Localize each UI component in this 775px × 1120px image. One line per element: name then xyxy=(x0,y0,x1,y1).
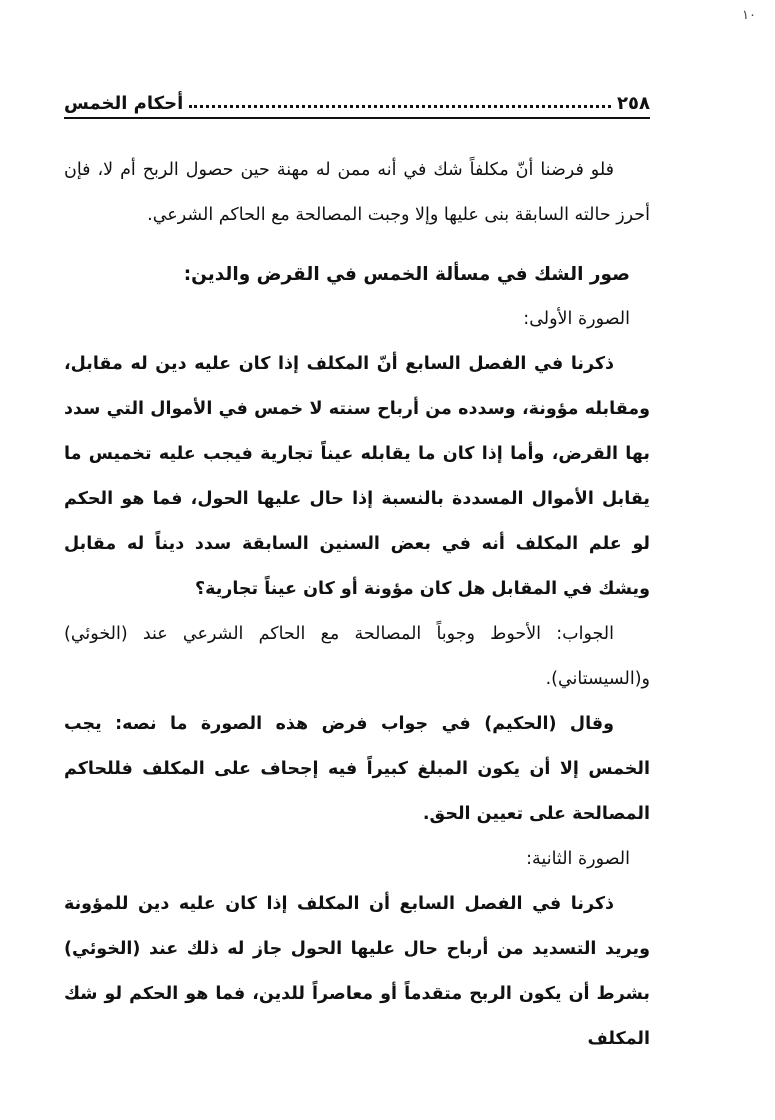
page-number: ٢٥٨ xyxy=(617,93,650,114)
chapter-title: أحكام الخمس xyxy=(64,93,184,114)
header-rule xyxy=(64,117,650,119)
case-one-paragraph: ذكرنا في الفصل السابع أنّ المكلف إذا كان عليه دين له مقابل، ومقابله مؤونة، وسدده من أرباح سنته لا خمس في الأموال التي سدد بها القرض، وأما إذا كان ما يقابله عيناً تجارية فيجب عليه تخميس ما يقابل الأموال المسددة بالنسبة إذا حال عليها الحول، فما هو الحكم لو علم المكلف أنه في بعض السنين السابقة سدد ديناً له مقابل ويشك في المقابل هل كان مؤونة أو كان عيناً تجارية؟ xyxy=(64,354,650,599)
running-header xyxy=(64,84,650,114)
intro-paragraph: فلو فرضنا أنّ مكلفاً شك في أنه ممن له مهنة حين حصول الربح أم لا، فإن أحرز حالته السابقة بنى عليها وإلا وجبت المصالحة مع الحاكم الشرعي. xyxy=(64,160,650,225)
dotted-leader xyxy=(189,105,611,108)
case-one-label: الصورة الأولى: xyxy=(523,309,630,329)
section-heading: صور الشك في مسألة الخمس في القرض والدين: xyxy=(183,264,630,285)
case-two-paragraph: ذكرنا في الفصل السابع أن المكلف إذا كان عليه دين للمؤونة ويريد التسديد من أرباح حال عليها الحول جاز له ذلك عند (الخوئي) بشرط أن يكون الربح متقدماً أو معاصراً للدين، فما هو الحكم لو شك المكلف xyxy=(64,894,650,1049)
page-body xyxy=(64,148,650,1062)
corner-mark: ١٠ xyxy=(742,8,756,23)
case-two-label: الصورة الثانية: xyxy=(526,849,630,869)
answer-paragraph: الجواب: الأحوط وجوباً المصالحة مع الحاكم الشرعي عند (الخوئي) و(السيستاني). xyxy=(64,624,650,689)
hakim-paragraph: وقال (الحكيم) في جواب فرض هذه الصورة ما نصه: يجب الخمس إلا أن يكون المبلغ كبيراً فيه إجحاف على المكلف فللحاكم المصالحة على تعيين الحق. xyxy=(64,714,650,824)
